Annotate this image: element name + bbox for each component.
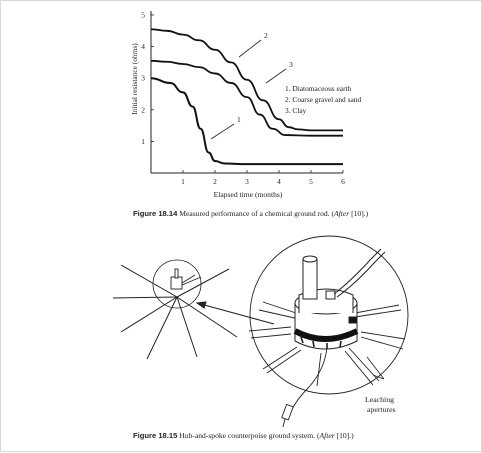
legend-item: 3. Clay: [285, 106, 307, 115]
y-tick-label: 1: [141, 136, 145, 146]
caption-after: After: [319, 431, 335, 440]
y-tick-label: 2: [141, 105, 145, 115]
callout-arrowhead-icon: [197, 302, 206, 308]
leaching-callout-line: [367, 357, 384, 379]
connector-plug-icon: [282, 404, 293, 427]
caption-ref: [10].): [349, 209, 369, 218]
y-tick-label: 4: [141, 42, 145, 52]
x-tick-label: 2: [213, 177, 217, 186]
x-tick-label: 4: [277, 177, 281, 186]
figure-18-14-caption: [133, 209, 368, 218]
resistance-chart: [1, 1, 482, 453]
callout-arrow: [197, 303, 274, 324]
y-tick-label: 5: [141, 10, 145, 20]
leaching-label-line2: apertures: [367, 405, 396, 414]
figure-18-15-caption: [133, 431, 354, 440]
x-axis-label: Elapsed time (months): [213, 190, 283, 199]
lead-wire: [291, 347, 327, 411]
x-tick-label: 1: [181, 177, 185, 186]
x-tick-label: 6: [341, 177, 345, 186]
chart-legend: [285, 84, 361, 115]
y-axis-label: Initial resistance (ohms): [130, 43, 139, 115]
legend-item: 1. Diatomaceous earth: [285, 84, 352, 93]
caption-text: Measured performance of a chemical ground rod. (: [177, 209, 334, 218]
legend-item: 2. Coarse gravel and sand: [285, 95, 362, 104]
series-callout-label: 3: [289, 60, 293, 69]
series-callout-line: [239, 40, 261, 57]
caption-text: Hub-and-spoke counterpoise ground system. (: [177, 431, 320, 440]
caption-after: After: [334, 209, 350, 218]
series-callout-line: [266, 69, 286, 83]
series-callout-line: [211, 124, 234, 139]
series-callout-label: 2: [264, 31, 268, 40]
series-callout-label: 1: [237, 115, 241, 124]
x-tick-label: 5: [309, 177, 313, 186]
x-tick-label: 3: [245, 177, 249, 186]
leaching-label-line1: Leaching: [365, 395, 395, 404]
series-line-2: [151, 29, 343, 130]
y-tick-label: 3: [141, 73, 145, 83]
caption-label: Figure 18.14: [133, 209, 178, 218]
caption-ref: [10].): [334, 431, 354, 440]
caption-label: Figure 18.15: [133, 431, 178, 440]
